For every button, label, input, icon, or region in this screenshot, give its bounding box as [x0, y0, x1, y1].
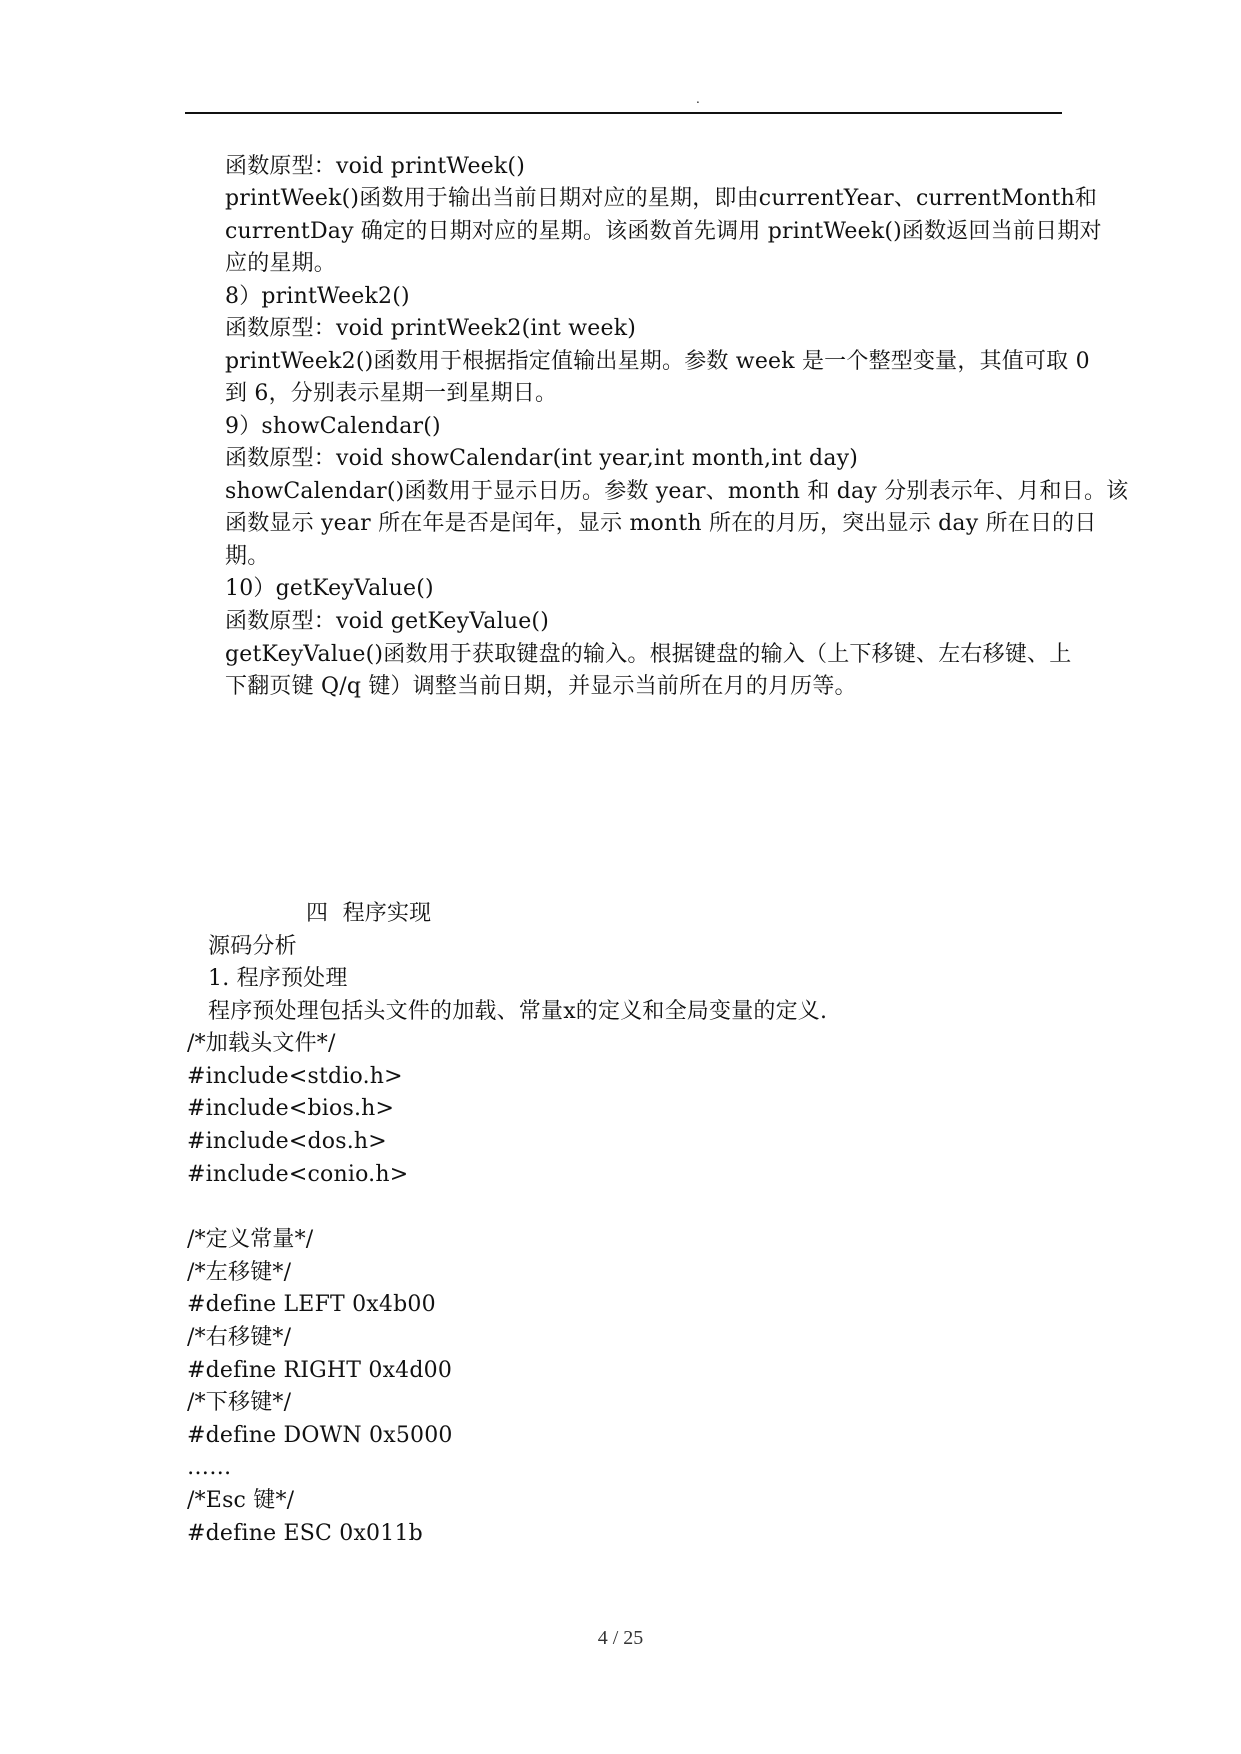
body-line: 函数原型：void showCalendar(int year,int month,int day) — [225, 446, 859, 471]
body-line: 函数原型：void printWeek2(int week) — [225, 316, 637, 341]
header-rule — [185, 112, 1062, 114]
code-line: #define RIGHT 0x4d00 — [187, 1358, 453, 1383]
page-number: 4 / 25 — [597, 1627, 644, 1649]
code-line: /*左移键*/ — [187, 1260, 292, 1285]
code-line: /*下移键*/ — [187, 1390, 292, 1415]
subsection-line: 1. 程序预处理 — [208, 966, 348, 991]
body-line: 10）getKeyValue() — [225, 576, 434, 601]
body-line: 8）printWeek2() — [225, 284, 410, 309]
body-line: printWeek()函数用于输出当前日期对应的星期，即由currentYear、currentMonth和 — [225, 186, 1098, 211]
body-line: 函数显示 year 所在年是否是闰年，显示 month 所在的月历，突出显示 day 所在日的日 — [225, 511, 1097, 536]
body-line: 下翻页键 Q/q 键）调整当前日期，并显示当前所在月的月历等。 — [225, 674, 857, 699]
code-line: #define ESC 0x011b — [187, 1521, 423, 1546]
code-line: #define DOWN 0x5000 — [187, 1423, 453, 1448]
body-line: 函数原型：void getKeyValue() — [225, 609, 549, 634]
body-line: getKeyValue()函数用于获取键盘的输入。根据键盘的输入（上下移键、左右移键、上 — [225, 642, 1072, 667]
body-line: 到 6，分别表示星期一到星期日。 — [225, 381, 558, 406]
code-line: …… — [187, 1455, 232, 1480]
section-title: 四 程序实现 — [306, 901, 432, 926]
code-line: #include<conio.h> — [187, 1162, 409, 1187]
body-line: printWeek2()函数用于根据指定值输出星期。参数 week 是一个整型变量，其值可取 0 — [225, 349, 1090, 374]
code-line: /*Esc 键*/ — [187, 1488, 295, 1513]
body-line: 应的星期。 — [225, 251, 337, 276]
code-line: #include<bios.h> — [187, 1096, 395, 1121]
body-line: 期。 — [225, 544, 270, 569]
body-line: 函数原型：void printWeek() — [225, 154, 525, 179]
code-line: /*右移键*/ — [187, 1325, 292, 1350]
body-line: showCalendar()函数用于显示日历。参数 year、month 和 day 分别表示年、月和日。该 — [225, 479, 1129, 504]
subsection-line: 程序预处理包括头文件的加载、常量x的定义和全局变量的定义. — [208, 999, 828, 1024]
code-line: /*定义常量*/ — [187, 1227, 314, 1252]
code-line: /*加载头文件*/ — [187, 1031, 336, 1056]
code-line: #include<dos.h> — [187, 1129, 387, 1154]
header-dot: . — [696, 92, 700, 106]
body-line: 9）showCalendar() — [225, 414, 441, 439]
body-line: currentDay 确定的日期对应的星期。该函数首先调用 printWeek()函数返回当前日期对 — [225, 219, 1102, 244]
code-line: #define LEFT 0x4b00 — [187, 1292, 436, 1317]
subsection-line: 源码分析 — [208, 934, 297, 959]
code-line: #include<stdio.h> — [187, 1064, 403, 1089]
